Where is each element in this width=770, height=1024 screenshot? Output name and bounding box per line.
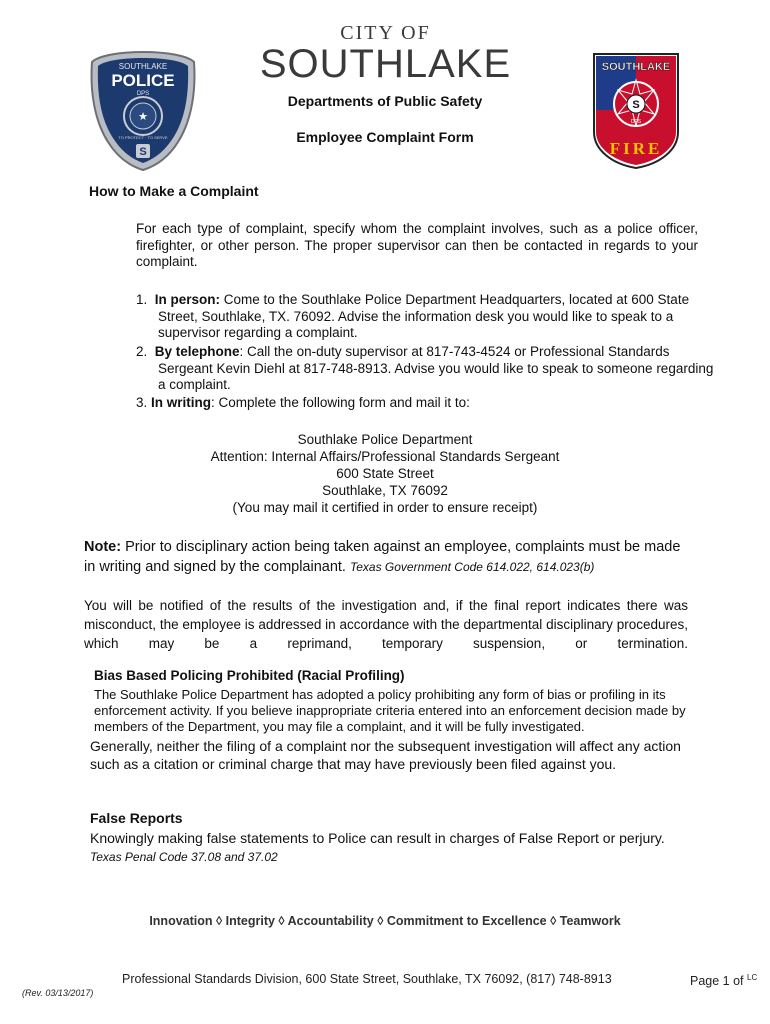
city-logo [258,22,513,84]
page-number-mark: LC [747,973,758,982]
list-item-label: In person: [154,292,221,307]
police-badge-letter: S [139,146,147,158]
svg-text:★: ★ [138,111,148,123]
address-line-1: Southlake Police Department [297,432,473,447]
page-number [690,973,757,988]
police-badge-top-text: SOUTHLAKE [118,62,168,71]
department-heading: Departments of Public Safety [287,93,483,109]
false-reports-text: Knowingly making false statements to Police can result in charges of False Report or perjury. [90,830,665,846]
form-title: Employee Complaint Form [296,129,474,145]
page-number-text: Page 1 of [690,974,747,989]
police-badge-main-text: POLICE [111,71,175,90]
address-line-4: Southlake, TX 76092 [322,483,448,498]
list-item-text: : Complete the following form and mail it to: [211,395,470,410]
how-to-heading: How to Make a Complaint [89,183,259,199]
city-logo-big-text: SOUTHLAKE [259,42,512,86]
fire-badge-dps-text: DPS [630,119,642,125]
list-item-label: In writing [151,395,212,410]
how-to-intro: For each type of complaint, specify whom the complaint involves, such as a police officer, firefighter, or other person. The proper supervisor can then be contacted in regards to your complaint. [136,221,698,269]
list-item-label: By telephone [154,344,240,359]
bias-paragraph: The Southlake Police Department has adopted a policy prohibiting any form of bias or profiling in its enforcement activity. If you believe inappropriate criteria entered into an enforcement decision made by members of the Department, you may file a complaint, and it will be fully investigated. [94,687,686,734]
address-line-3: 600 State Street [336,466,434,481]
police-badge-ring-text: TO PROTECT · TO SERVE [118,135,168,140]
list-item-number: 2. [136,344,148,359]
mailing-address [0,431,770,516]
address-line-2: Attention: Internal Affairs/Professional Standards Sergeant [210,449,560,464]
footer-address: Professional Standards Division, 600 State Street, Southlake, TX 76092, (817) 748-8913 [122,972,612,986]
motto: Innovation ◊ Integrity ◊ Accountability ◊ Commitment to Excellence ◊ Teamwork [149,914,621,928]
note-citation: Texas Government Code 614.022, 614.023(b) [350,560,595,574]
address-line-5: (You may mail it certified in order to ensure receipt) [232,500,538,515]
list-item-in-person [136,292,718,342]
fire-badge-top-text: SOUTHLAKE [601,61,671,73]
fire-badge-logo [588,50,684,170]
police-badge-dps-text: DPS [136,91,150,97]
fire-badge-letter: S [632,99,640,111]
list-item-in-writing [136,395,718,412]
note-label: Note: [84,539,122,555]
list-item-text: : Call the on-duty supervisor at 817-743-4524 or Professional Standards Sergeant Kevin Diehl at 817-748-8913. Advise you would like to speak to someone regarding a complaint. [158,344,714,392]
list-item-number: 1. [136,292,148,307]
false-reports-paragraph [90,829,686,866]
city-logo-small-text: CITY OF [340,22,431,44]
note-text: Prior to disciplinary action being taken against an employee, complaints must be made in writing and signed by the complainant. [84,539,681,575]
list-item-number: 3. [136,395,148,410]
police-badge-logo [88,50,198,172]
fire-badge-bottom-text: FIRE [609,139,663,158]
notification-paragraph: You will be notified of the results of the investigation and, if the final report indicates there was misconduct, the employee is addressed in accordance with the departmental disciplinary procedures, which may be a reprimand, temporary suspension, or termination. [84,598,688,651]
list-item-by-telephone [136,344,718,394]
bias-heading: Bias Based Policing Prohibited (Racial Profiling) [94,668,405,683]
revision-date: (Rev. 03/13/2017) [22,988,94,998]
generally-paragraph: Generally, neither the filing of a complaint nor the subsequent investigation will affect any action such as a citation or criminal charge that may have previously been filed against you. [90,738,681,772]
false-reports-heading: False Reports [90,810,183,826]
list-item-text: Come to the Southlake Police Department Headquarters, located at 600 State Street, Southlake, TX. 76092. Advise the information desk you would like to speak to a supervisor regarding a complaint. [158,292,690,340]
note-paragraph [84,537,694,577]
false-reports-citation: Texas Penal Code 37.08 and 37.02 [90,850,278,864]
